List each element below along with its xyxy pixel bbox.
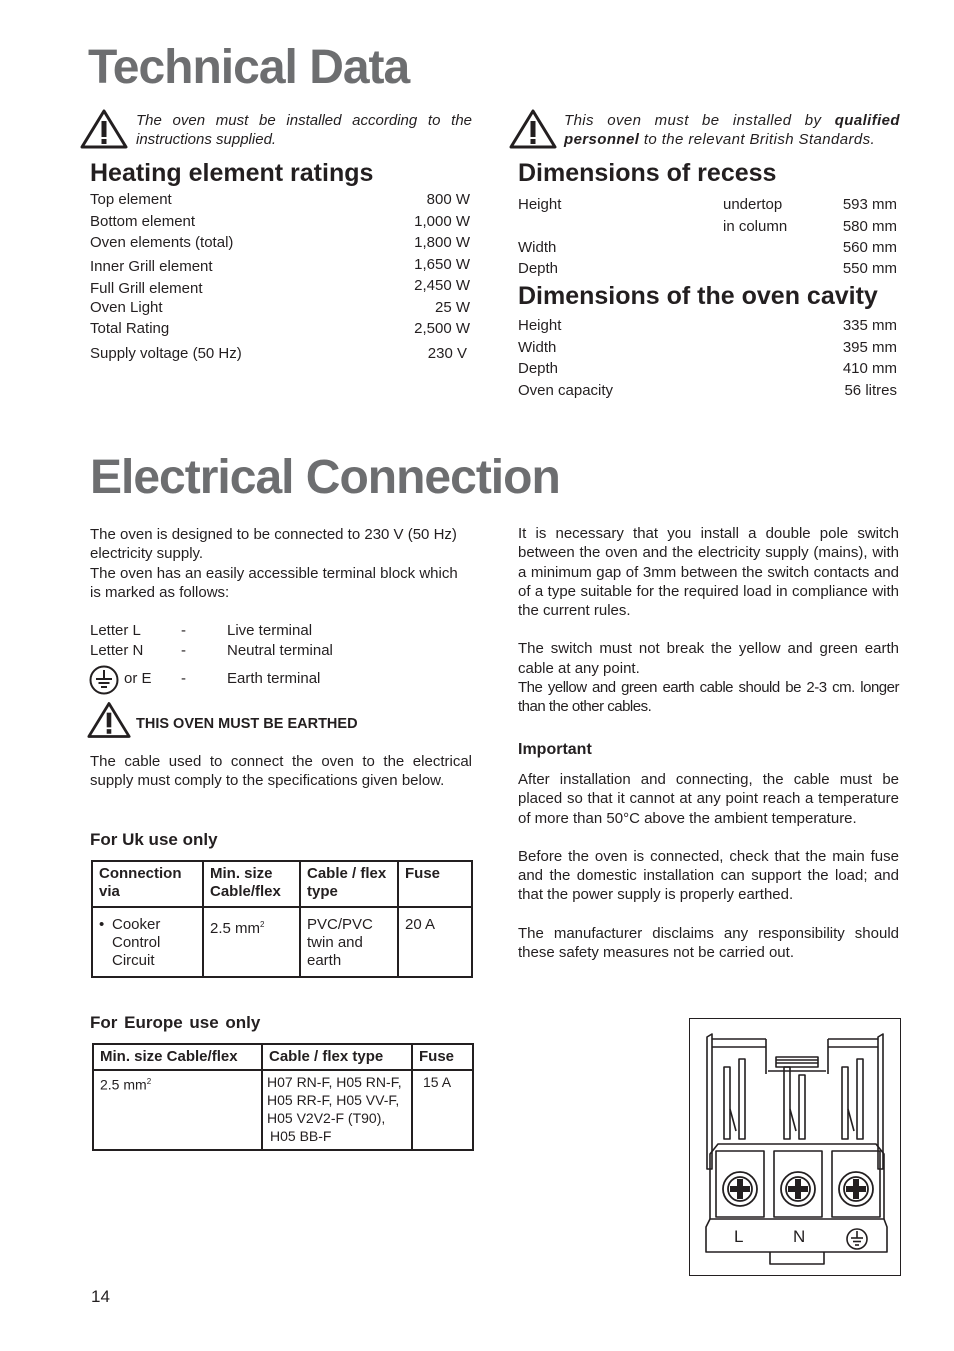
table-cell: 20 A [398, 907, 472, 977]
connection-via-value: Cooker Control Circuit [112, 916, 161, 969]
page-title-electrical-connection: Electrical Connection [90, 451, 560, 504]
switch-paragraph: It is necessary that you install a double pole switch between the oven and the electricity supply (mains), with a minimum gap of 3mm between the switch contacts and of a type suitable for the required load in compliance with the current rules. [518, 525, 899, 620]
cavity-label: Oven capacity [518, 382, 614, 399]
cavity-dimensions-heading: Dimensions of the oven cavity [518, 282, 878, 310]
rating-label: Oven elements (total) [90, 234, 234, 251]
rating-label: Bottom element [90, 213, 196, 230]
cable-type-line: H05 V2V2-F (T90), [267, 1110, 386, 1126]
table-header-cell: Cable / flex type [262, 1044, 412, 1070]
cavity-value: 56 litres [844, 382, 897, 399]
terminal-dash: - [181, 622, 186, 639]
terminal-desc: Neutral terminal [227, 642, 333, 659]
rating-label: Oven Light [90, 299, 163, 316]
rating-label: Inner Grill element [90, 258, 213, 275]
terminal-desc: Live terminal [227, 622, 313, 639]
cavity-label: Width [518, 339, 557, 356]
recess-depth-value: 550 mm [842, 260, 897, 277]
cavity-value: 335 mm [842, 317, 897, 334]
rating-value: 1,800 W [414, 234, 470, 251]
rating-row [90, 234, 470, 252]
rating-value: 1,000 W [414, 213, 470, 230]
cable-type-line: H05 RR-F, H05 VV-F, [267, 1092, 400, 1108]
page-title-technical-data: Technical Data [88, 41, 410, 94]
europe-table-heading: For Europe use only [90, 1013, 261, 1032]
rating-row [90, 345, 467, 363]
warning-triangle-icon [80, 109, 128, 149]
intro-paragraph: The oven has an easily accessible terminal block which is marked as follows: [90, 564, 458, 601]
rating-value: 2,450 W [414, 277, 470, 294]
important-text [518, 770, 899, 962]
table-header-cell: Cable / flex type [300, 861, 398, 907]
rating-label: Total Rating [90, 320, 170, 337]
rating-label: Supply voltage (50 Hz) [90, 345, 242, 362]
heating-ratings-heading: Heating element ratings [90, 159, 374, 187]
table-header-cell: Min. size Cable/flex [203, 861, 300, 907]
cable-spec-text: The cable used to connect the oven to the electrical supply must comply to the specifications given below. [90, 753, 472, 790]
important-paragraph: The manufacturer disclaims any responsibility should these safety measures not be carried out. [518, 924, 899, 962]
diagram-label-live: L [734, 1227, 744, 1246]
earth-cable-paragraph: The switch must not break the yellow and green earth cable at any point. [518, 640, 899, 677]
table-header-cell: Connection via [92, 861, 203, 907]
cavity-row [518, 317, 897, 335]
table-header-cell: Min. size Cable/flex [93, 1044, 262, 1070]
recess-width-value: 560 mm [842, 239, 897, 256]
table-cell [93, 1070, 262, 1150]
important-heading: Important [518, 741, 592, 758]
terminal-desc: Earth terminal [227, 670, 321, 687]
rating-row [90, 320, 470, 338]
cable-type-line: H05 BB-F [270, 1128, 332, 1144]
rating-value: 25 W [434, 299, 470, 316]
table-cell: 15 A [412, 1070, 473, 1150]
cable-type-line: H07 RN-F, H05 RN-F, [267, 1074, 402, 1090]
rating-row [90, 277, 470, 298]
superscript: 2 [146, 1077, 152, 1086]
uk-cable-table [91, 860, 473, 978]
terminal-letter: Letter L [90, 622, 141, 639]
recess-height-label: Height [518, 196, 562, 213]
install-warning-text: The oven must be installed according to the instructions supplied. [136, 112, 472, 148]
table-row [93, 1070, 473, 1150]
cavity-value: 410 mm [842, 360, 897, 377]
rating-row [90, 213, 470, 231]
earthed-warning-text: THIS OVEN MUST BE EARTHED [136, 716, 358, 732]
terminal-block-diagram [689, 1018, 901, 1276]
rating-value: 2,500 W [414, 320, 470, 337]
recess-column-value: 580 mm [842, 218, 897, 235]
table-header-cell: Fuse [398, 861, 472, 907]
recess-undertop-value: 593 mm [842, 196, 897, 213]
table-cell: • Cooker Control Circuit [92, 907, 203, 977]
cavity-value: 395 mm [842, 339, 897, 356]
earth-symbol-icon [89, 665, 119, 695]
terminal-dash: - [181, 642, 186, 659]
table-cell [262, 1070, 412, 1150]
switch-instructions-text [518, 524, 899, 717]
recess-depth-label: Depth [518, 260, 559, 277]
recess-dimensions-heading: Dimensions of recess [518, 159, 777, 187]
qualified-personnel-emphasis: qualified personnel [564, 112, 900, 148]
intro-text [90, 525, 472, 602]
rating-label: Full Grill element [90, 280, 203, 297]
warning-triangle-icon [509, 109, 557, 149]
intro-paragraph: The oven is designed to be connected to 230 V (50 Hz) electricity supply. [90, 526, 457, 563]
diagram-label-neutral: N [793, 1227, 806, 1246]
terminal-dash: - [181, 670, 186, 687]
page-number: 14 [91, 1287, 110, 1306]
rating-row [90, 299, 470, 317]
recess-column-label: in column [723, 218, 788, 235]
rating-label: Top element [90, 191, 172, 208]
min-size-value: 2.5 mm [100, 1076, 147, 1093]
cavity-row [518, 382, 897, 400]
rating-value: 1,650 W [414, 256, 470, 273]
cavity-label: Depth [518, 360, 559, 377]
europe-cable-table [92, 1043, 474, 1151]
terminal-letter: Letter N [90, 642, 144, 659]
rating-value: 800 W [426, 191, 470, 208]
recess-width-label: Width [518, 239, 557, 256]
uk-table-heading: For Uk use only [90, 830, 218, 849]
recess-undertop-label: undertop [723, 196, 783, 213]
table-header-row [92, 861, 472, 907]
rating-row [90, 258, 470, 276]
cavity-row [518, 360, 897, 378]
rating-row [90, 191, 470, 209]
warning-triangle-icon [87, 701, 131, 739]
qualified-personnel-warning-text: This oven must be installed by qualified personnel to the relevant British Standards. [564, 112, 900, 148]
rating-value: 230 V [427, 345, 467, 362]
important-paragraph: Before the oven is connected, check that the main fuse and the domestic installation can support the load; and that the power supply is properly earthed. [518, 847, 899, 904]
table-cell [203, 907, 300, 977]
min-size-value: 2.5 mm [210, 920, 261, 937]
important-paragraph: After installation and connecting, the cable must be placed so that it cannot at any point reach a temperature of more than 50°C above the ambient temperature. [518, 771, 899, 827]
table-cell: PVC/PVC twin and earth [300, 907, 398, 977]
table-header-row [93, 1044, 473, 1070]
cavity-row [518, 339, 897, 357]
cavity-label: Height [518, 317, 562, 334]
table-header-cell: Fuse [412, 1044, 473, 1070]
table-row [92, 907, 472, 977]
earth-cable-length-paragraph: The yellow and green earth cable should be 2-3 cm. longer than the other cables. [518, 679, 899, 716]
terminal-letter: or E [124, 670, 152, 687]
superscript: 2 [260, 920, 265, 929]
